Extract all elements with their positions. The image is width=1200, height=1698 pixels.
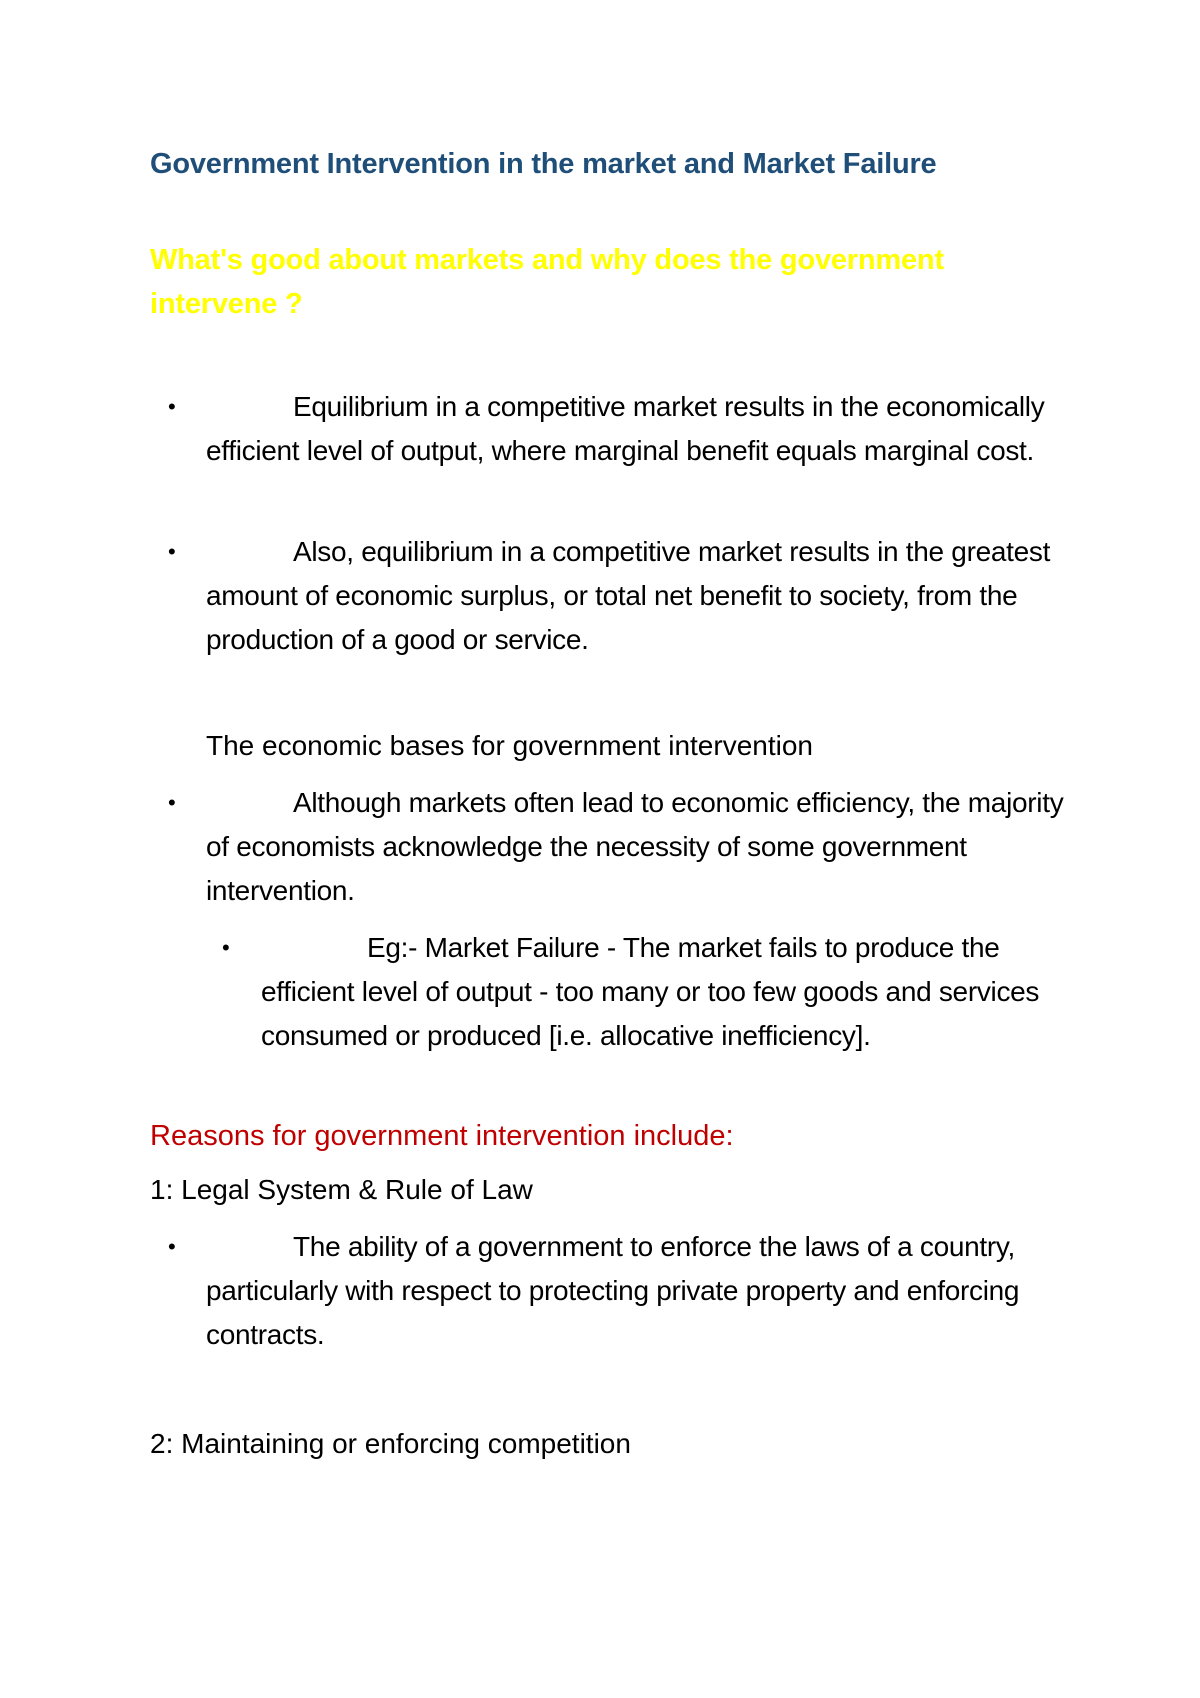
bullet-text: Also, equilibrium in a competitive market results in the greatest amount of economic surplus, or total net benefit to society, from the production of a good or service.: [206, 536, 1051, 655]
sub-bullet-text: Eg:- Market Failure - The market fails to produce the efficient level of output - too many or too few goods and services consumed or produced [i.e. allocative inefficiency].: [261, 932, 1040, 1051]
bullet-icon: •: [168, 1234, 176, 1259]
bullet-text: Although markets often lead to economic efficiency, the majority of economists acknowledge the necessity of some government intervention.: [206, 787, 1064, 906]
bases-heading: The economic bases for government intervention: [206, 730, 813, 761]
bullet-item: [206, 1225, 1086, 1357]
bullet-text: Equilibrium in a competitive market results in the economically efficient level of output, where marginal benefit equals marginal cost.: [206, 391, 1045, 466]
bullet-item: [206, 530, 1066, 662]
bullet-text: The ability of a government to enforce the laws of a country, particularly with respect to protecting private property and enforcing contracts.: [206, 1231, 1020, 1350]
sub-bullet-item: [261, 926, 1081, 1058]
reason-2-heading: 2: Maintaining or enforcing competition: [150, 1428, 631, 1459]
document-subtitle: What's good about markets and why does the government intervene ?: [150, 244, 944, 320]
document-title: Government Intervention in the market and Market Failure: [150, 148, 937, 180]
bullet-icon: •: [168, 539, 176, 564]
bullet-item: [206, 781, 1086, 913]
reasons-heading: Reasons for government intervention include:: [150, 1120, 734, 1152]
bullet-item: [206, 385, 1066, 473]
sub-bullet-icon: •: [222, 935, 230, 960]
bullet-icon: •: [168, 790, 176, 815]
reason-1-heading: 1: Legal System & Rule of Law: [150, 1174, 533, 1205]
bullet-icon: •: [168, 394, 176, 419]
